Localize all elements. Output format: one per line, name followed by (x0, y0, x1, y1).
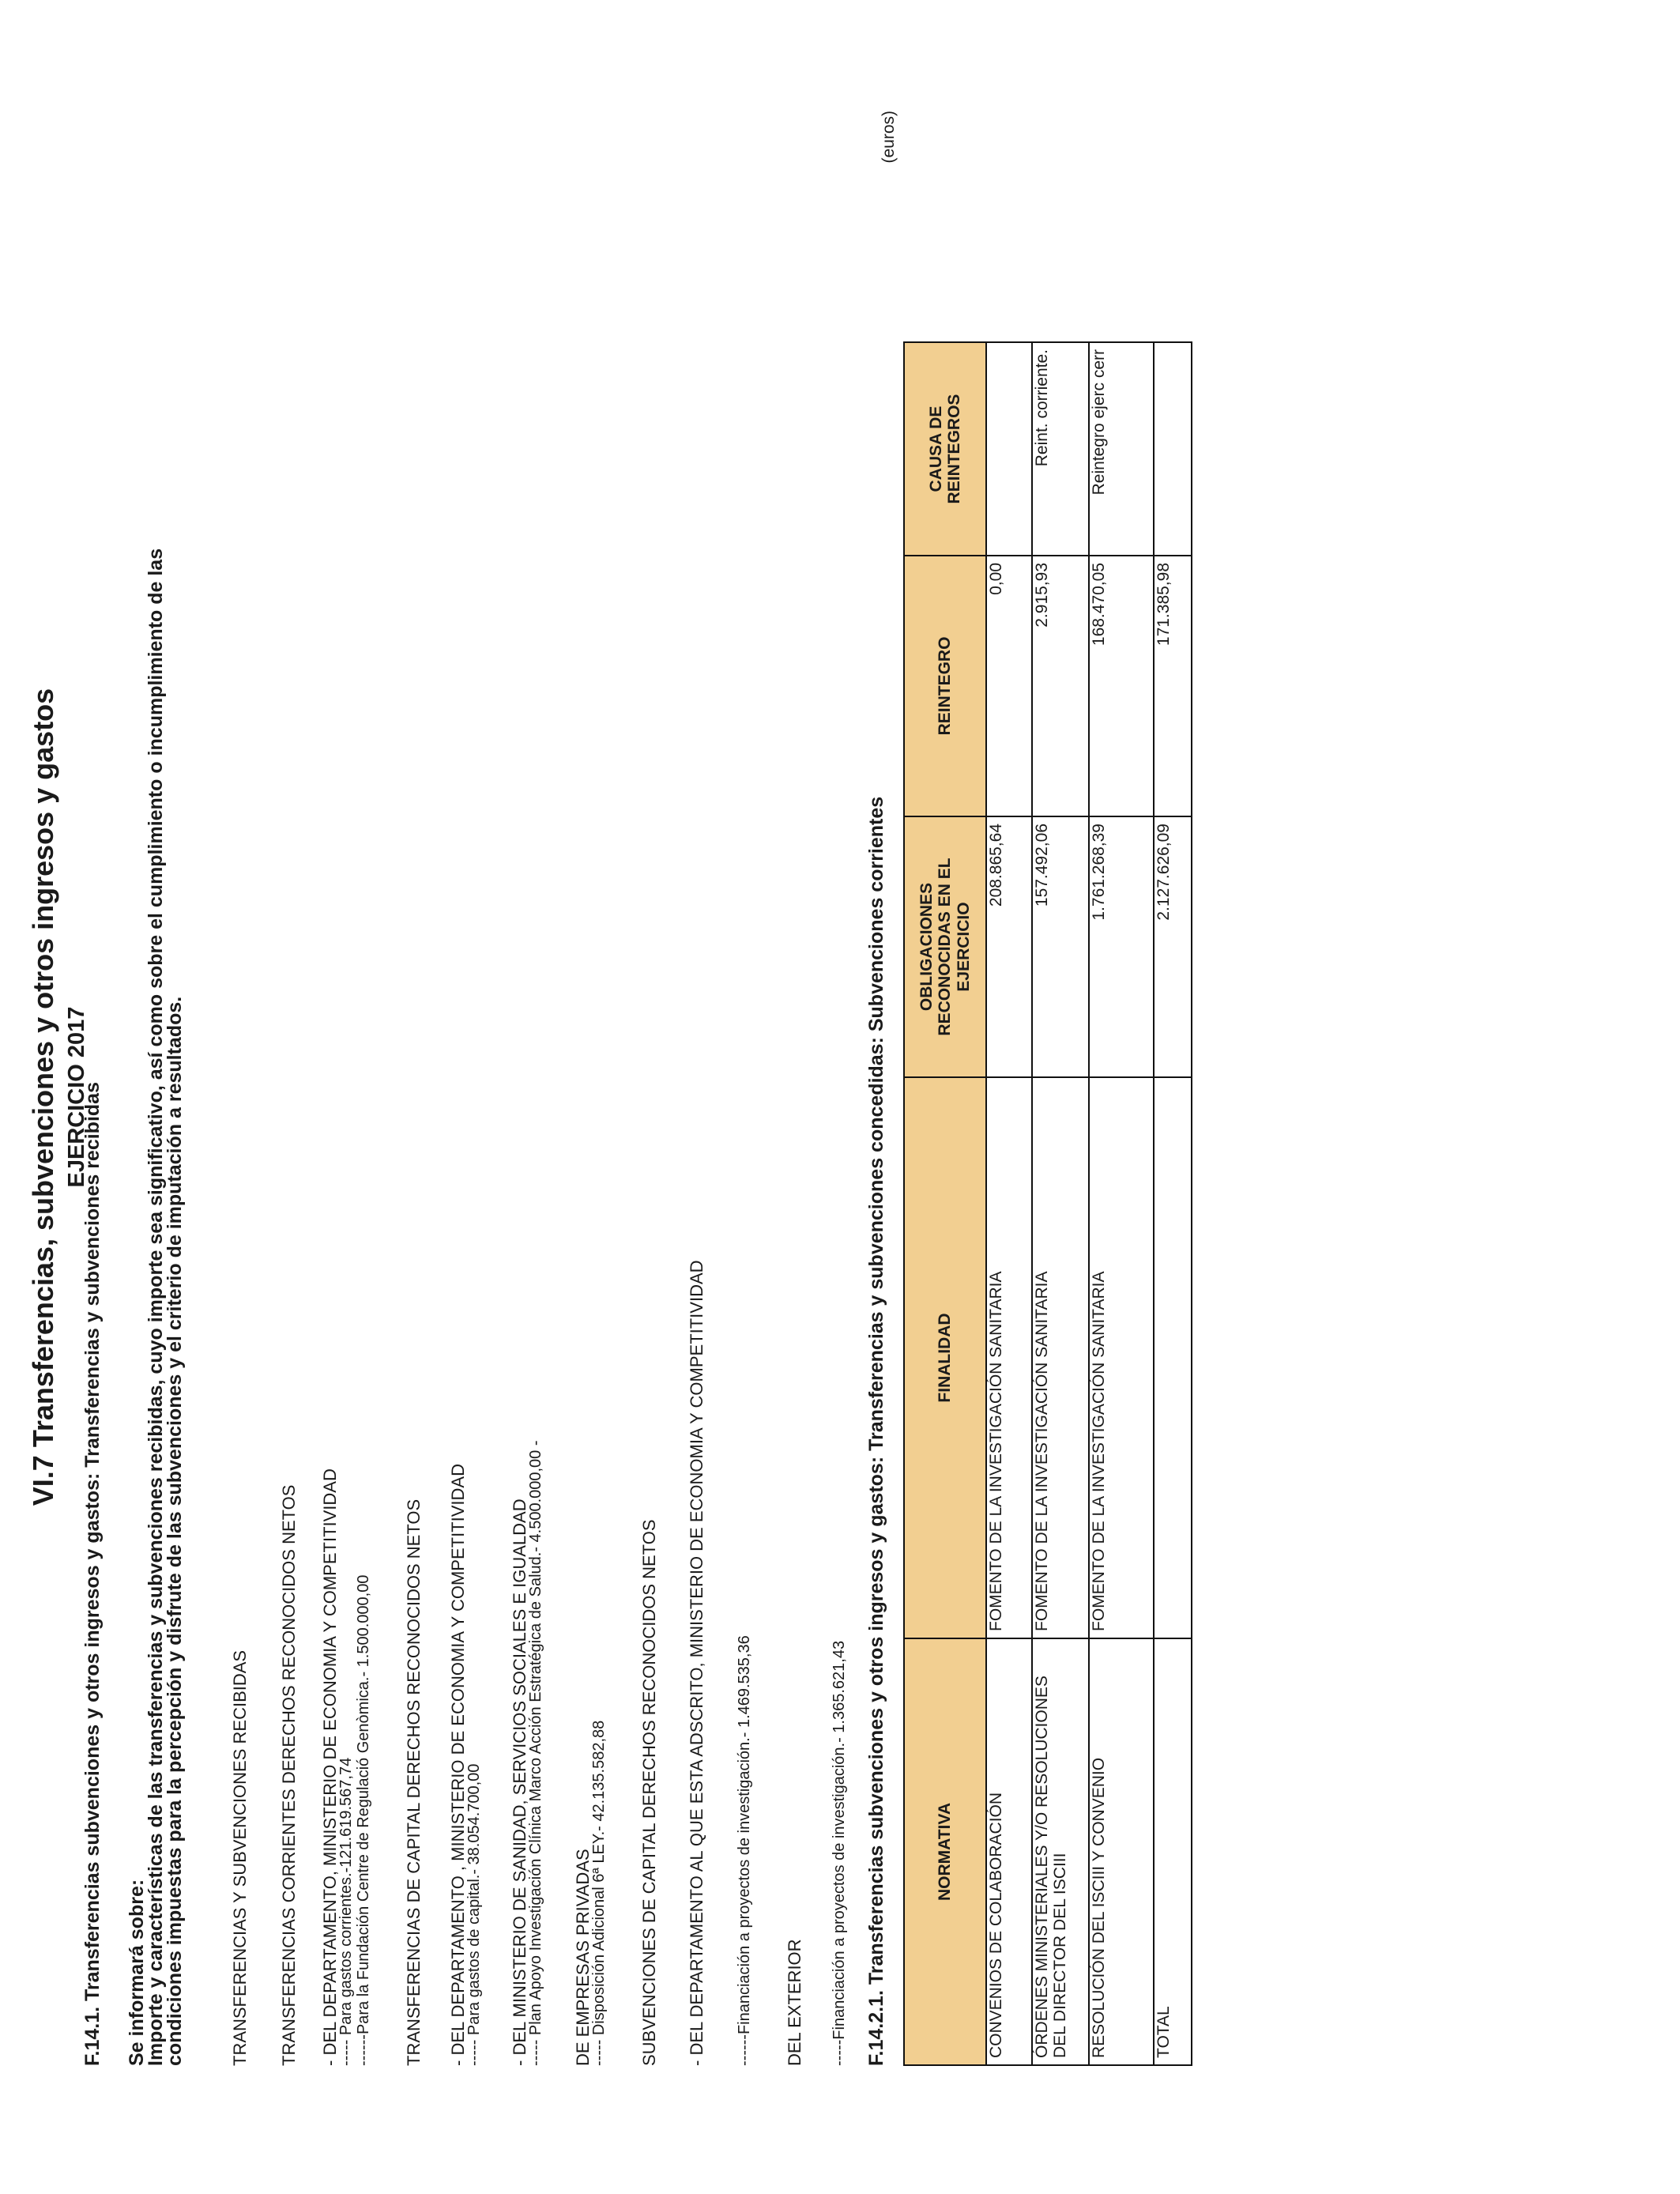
received-line: ----- Para gastos de capital.- 38.054.700,00 (465, 1763, 483, 2066)
col-header-obligaciones: OBLIGACIONES RECONOCIDAS EN EL EJERCICIO (904, 816, 986, 1077)
col-header-finalidad: FINALIDAD (904, 1077, 986, 1638)
intro-line-2: condiciones impuestas para la percepción y disfrute de las subvenciones y el criterio de imputación a resultados. (164, 996, 186, 2066)
cell-causa (986, 342, 1032, 556)
table-row (986, 342, 1032, 2065)
cell-reintegro: 168.470,05 (1089, 556, 1154, 816)
cell-finalidad: FOMENTO DE LA INVESTIGACIÓN SANITARIA (1089, 1077, 1154, 1638)
intro-line-1: Importe y características de las transferencias y subvenciones recibidas, cuyo importe sea significativo, así como sobre el cumplimiento o incumplimiento de las (145, 548, 167, 2066)
cell-finalidad (1154, 1077, 1192, 1638)
cell-obligaciones: 208.865,64 (986, 816, 1032, 1077)
current-transfers-heading: TRANSFERENCIAS CORRIENTES DERECHOS RECONOCIDOS NETOS (279, 1484, 299, 2066)
cell-causa: Reint. corriente. (1032, 342, 1089, 556)
table-row (1089, 342, 1154, 2065)
cell-normativa: RESOLUCIÓN DEL ISCIII Y CONVENIO (1089, 1638, 1154, 2065)
cell-reintegro: 171.385,98 (1154, 556, 1192, 816)
intro-label: Se informará sobre: (126, 1879, 148, 2066)
capital-subsidies-heading: SUBVENCIONES DE CAPITAL DERECHOS RECONOCIDOS NETOS (639, 1519, 659, 2066)
section-f141-heading: F.14.1. Transferencias subvenciones y otros ingresos y gastos: Transferencias y subvenciones recibidas (81, 1082, 104, 2066)
received-line: - DEL DEPARTAMENTO, MINISTERIO DE ECONOMIA Y COMPETITIVIDAD (320, 1468, 340, 2066)
received-line: ----- Para gastos corrientes.-121.619.567,74 (337, 1757, 355, 2066)
received-line: DE EMPRESAS PRIVADAS (573, 1849, 593, 2066)
cell-normativa: ÓRDENES MINISTERIALES Y/O RESOLUCIONES DEL DIRECTOR DEL ISCIII (1032, 1638, 1089, 2065)
received-line: - DEL DEPARTAMENTO AL QUE ESTA ADSCRITO, MINISTERIO DE ECONOMIA Y COMPETITIVIDAD (687, 1260, 706, 2066)
units-label: (euros) (880, 111, 898, 164)
received-line: DEL EXTERIOR (785, 1939, 804, 2066)
subsidies-table (903, 341, 1192, 2066)
received-line: - DEL DEPARTAMENTO , MINISTERIO DE ECONOMIA Y COMPETITIVIDAD (448, 1464, 468, 2066)
col-header-causa: CAUSA DE REINTEGROS (904, 342, 986, 556)
cell-finalidad: FOMENTO DE LA INVESTIGACIÓN SANITARIA (1032, 1077, 1089, 1638)
section-f1421-heading: F.14.2.1. Transferencias subvenciones y otros ingresos y gastos: Transferencias y subvenciones concedidas: Subvenciones corrientes (865, 796, 887, 2066)
received-line: ----- Plan Apoyo Investigación Clínica Marco Acción Estratégica de Salud.- 4.500.000,00 - (527, 1440, 544, 2066)
col-header-reintegro: REINTEGRO (904, 556, 986, 816)
cell-obligaciones: 2.127.626,09 (1154, 816, 1192, 1077)
received-line: ------Financiación a proyectos de investigación.- 1.469.535,36 (736, 1635, 753, 2066)
exercise-year: EJERCICIO 2017 (64, 1006, 89, 1188)
cell-causa: Reintegro ejerc cerr (1089, 342, 1154, 556)
received-line: ------Para la Fundación Centre de Regulació Genòmica.- 1.500.000,00 (355, 1574, 372, 2066)
received-heading: TRANSFERENCIAS Y SUBVENCIONES RECIBIDAS (230, 1649, 250, 2066)
table-row (1032, 342, 1089, 2065)
table-total-row (1154, 342, 1192, 2065)
received-line: ----- Disposición Adicional 6ª LEY.- 42.135.582,88 (590, 1720, 608, 2066)
cell-reintegro: 2.915,93 (1032, 556, 1089, 816)
received-line: - DEL MINISTERIO DE SANIDAD, SERVICIOS SOCIALES E IGUALDAD (510, 1498, 529, 2066)
received-line: -----Financiación a proyectos de investigación.- 1.365.621,43 (831, 1640, 848, 2066)
page-title: VI.7 Transferencias, subvenciones y otros ingresos y gastos (27, 688, 59, 1506)
cell-obligaciones: 1.761.268,39 (1089, 816, 1154, 1077)
cell-normativa: CONVENIOS DE COLABORACIÓN (986, 1638, 1032, 2065)
cell-reintegro: 0,00 (986, 556, 1032, 816)
cell-finalidad: FOMENTO DE LA INVESTIGACIÓN SANITARIA (986, 1077, 1032, 1638)
capital-transfers-heading: TRANSFERENCIAS DE CAPITAL DERECHOS RECONOCIDOS NETOS (404, 1498, 424, 2066)
col-header-normativa: NORMATIVA (904, 1638, 986, 2065)
table-header-row (904, 342, 986, 2065)
cell-causa (1154, 342, 1192, 556)
cell-obligaciones: 157.492,06 (1032, 816, 1089, 1077)
cell-normativa: TOTAL (1154, 1638, 1192, 2065)
